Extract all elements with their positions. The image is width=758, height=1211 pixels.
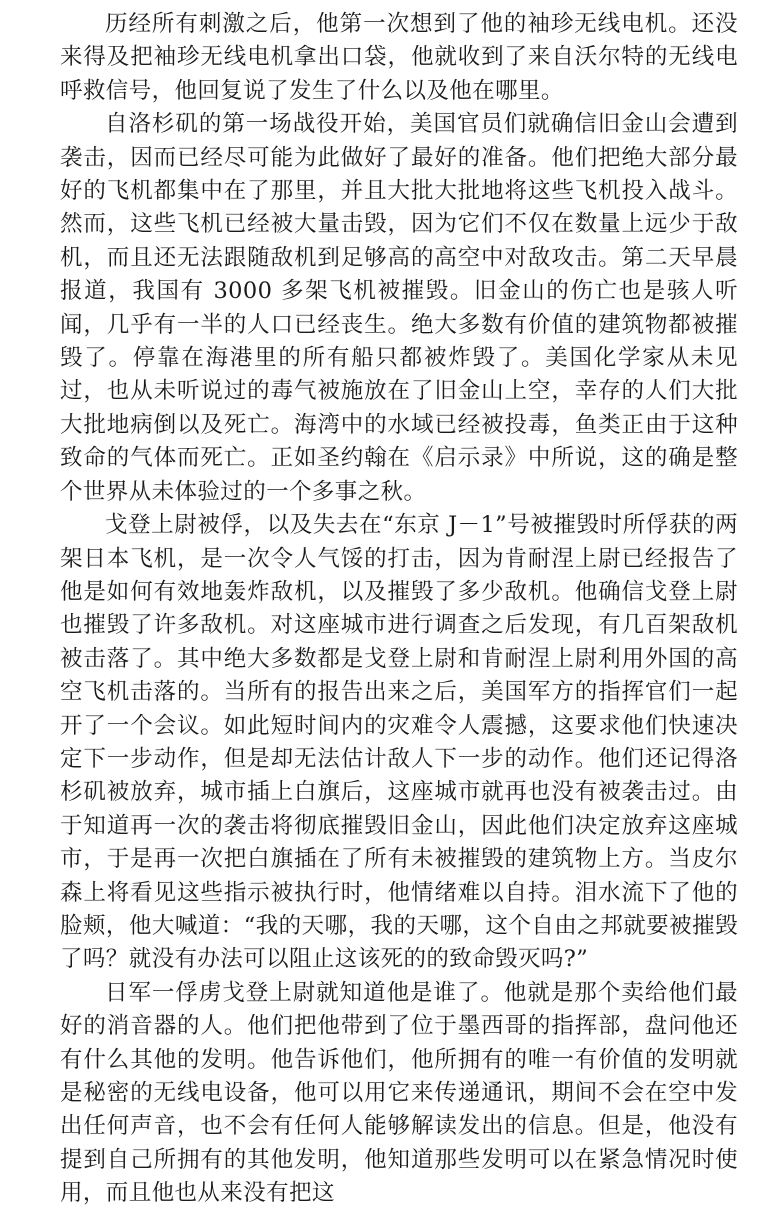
paragraph-2: 自洛杉矶的第一场战役开始，美国官员们就确信旧金山会遭到袭击，因而已经尽可能为此做好了最好的准备。他们把绝大部分最好的飞机都集中在了那里，并且大批大批地将这些飞机投入战斗。然而，这些飞机已经被大量击毁，因为它们不仅在数量上远少于敌机，而且还无法跟随敌机到足够高的高空中对敌攻击。第二天早晨报道，我国有 3000 多架飞机被摧毁。旧金山的伤亡也是骇人听闻，几乎有一半的人口已经丧生。绝大多数有价值的建筑物都被摧毁了。停靠在海港里的所有船只都被炸毁了。美国化学家从未见过，也从未听说过的毒气被施放在了旧金山上空，幸存的人们大批大批地病倒以及死亡。海湾中的水域已经被投毒，鱼类正由于这种致命的气体而死亡。正如圣约翰在《启示录》中所说，这的确是整个世界从未体验过的一个多事之秋。 xyxy=(60,111,738,505)
paragraph-1: 历经所有刺激之后，他第一次想到了他的袖珍无线电机。还没来得及把袖珍无线电机拿出口袋，他就收到了来自沃尔特的无线电呼救信号，他回复说了发生了什么以及他在哪里。 xyxy=(60,11,738,104)
paragraph-4: 日军一俘虏戈登上尉就知道他是谁了。他就是那个卖给他们最好的消音器的人。他们把他带到了位于墨西哥的指挥部，盘问他还有什么其他的发明。他告诉他们，他所拥有的唯一有价值的发明就是秘密的无线电设备，他可以用它来传递通讯，期间不会在空中发出任何声音，也不会有任何人能够解读发出的信息。但是，他没有提到自己所拥有的其他发明，他知道那些发明可以在紧急情况时使用，而且他也从来没有把这 xyxy=(60,979,738,1207)
paragraph-3: 戈登上尉被俘，以及失去在“东京 J－1”号被摧毁时所俘获的两架日本飞机，是一次令人气馁的打击，因为肯耐涅上尉已经报告了他是如何有效地轰炸敌机，以及摧毁了多少敌机。他确信戈登上尉也摧毁了许多敌机。对这座城市进行调查之后发现，有几百架敌机被击落了。其中绝大多数都是戈登上尉和肯耐涅上尉利用外国的高空飞机击落的。当所有的报告出来之后，美国军方的指挥官们一起开了一个会议。如此短时间内的灾难令人震撼，这要求他们快速决定下一步动作，但是却无法估计敌人下一步的动作。他们还记得洛杉矶被放弃，城市插上白旗后，这座城市就再也没有被袭击过。由于知道再一次的袭击将彻底摧毁旧金山，因此他们决定放弃这座城市，于是再一次把白旗插在了所有未被摧毁的建筑物上方。当皮尔森上将看见这些指示被执行时，他情绪难以自持。泪水流下了他的脸颊，他大喊道：“我的天哪，我的天哪，这个自由之邦就要被摧毁了吗？就没有办法可以阻止这该死的的致命毁灭吗?” xyxy=(60,512,738,973)
